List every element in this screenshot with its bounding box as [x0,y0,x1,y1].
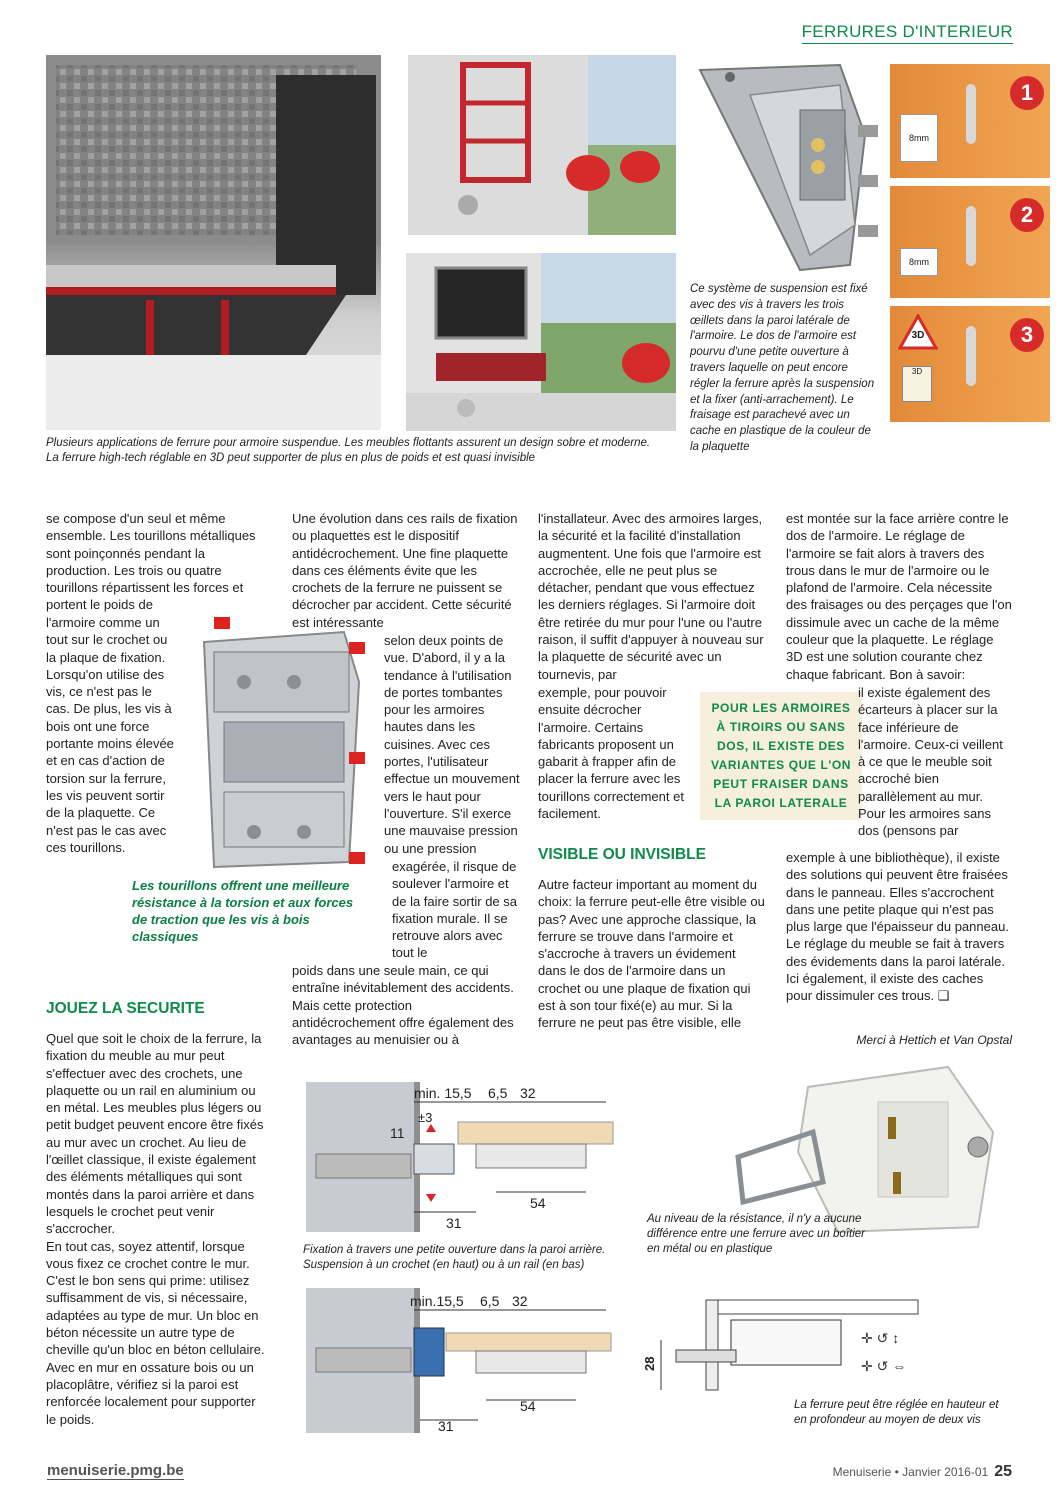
suspension-caption: Ce système de suspension est fixé avec des vis à travers les trois œillets dans la paroi latérale de l'armoire. Le dos de l'armoire est pourvu d'une petite ouverture à travers laquelle on peut encore régler la ferrure après la suspension et la fixer (anti-arrachement). Le fraisage est parachevé avec un cache en plastique de la couleur de la plaquette [690,283,875,453]
step-2-badge: 2 [1010,198,1044,232]
dim-32: 32 [520,1085,536,1101]
column-2-top: Une évolution dans ces rails de fixation ou plaquettes est le dispositif antidécrochement. Une fine plaquette dans ces éléments évite que les crochets de la ferrure ne puissent se décrocher par accident. Cette sécurité est intéressante [292,511,518,630]
photos-caption-line1: Plusieurs applications de ferrure pour armoire suspendue. Les meubles flottants assurent un design sobre et moderne. [46,437,651,449]
column-2-bottom: poids dans une seule main, ce qui entraîne inévitablement des accidents. Mais cette protection antidécrochement offre également des avantages au menuisier ou à [292,963,514,1048]
mm-gauge: 8mm [900,114,938,162]
fixation-caption-line2: Suspension à un crochet (en haut) ou à un rail (en bas) [303,1259,585,1271]
step-1-badge: 1 [1010,76,1044,110]
fixation-caption [303,1243,623,1273]
fixation-diagram-top [306,1082,616,1234]
column-3-top: l'installateur. Avec des armoires larges, la sécurité et la facilité d'installation augmentent. Une fois que l'armoire est accrochée, elle ne peut plus se détacher, pendant que vous effectuez les derniers réglages. Si l'armoire doit être retirée du mur pour l'une ou l'autre raison, il suffit d'appuyer à nouveau sur la plaquette de sécurité avec un tournevis, par [538,511,764,682]
plastic-fitting-photo [728,1062,1013,1237]
heading-securite: JOUEZ LA SECURITE [46,1000,205,1017]
dim-54: 54 [520,1398,536,1414]
column-4-bottom: exemple à une bibliothèque), il existe des solutions qui peuvent être fraisées dans le panneau. Elles s'accrochent dans une petite plaque qui n'est pas plus large que l'épaisseur du panneau. Le réglage du meuble se fait à travers des évidements dans la paroi latérale. Ici également, il existe des caches pour dissimuler ces trous. ❑ [786,850,1009,1004]
kitchen-photo [46,55,381,430]
dim-54: 54 [530,1195,546,1211]
dim-pm3: ±3 [418,1110,433,1125]
bracket-photo [690,55,882,277]
reglage-caption: La ferrure peut être réglée en hauteur et en profondeur au moyen de deux vis [794,1399,999,1426]
kitchen-illustration [46,55,381,430]
dim-31: 31 [446,1215,462,1231]
adjustment-steps [890,64,1050,422]
badge-3d: 3D [911,330,925,341]
footer-issue-text: Menuiserie • Janvier 2016-01 [832,1465,989,1479]
mm-gauge: 8mm [900,248,938,276]
fitting-strip [966,84,976,144]
shelf-illustration [408,55,676,235]
shelf-photo [408,55,676,235]
thanks-credit: Merci à Hettich et Van Opstal [856,1033,1012,1047]
dim-6-5: 6,5 [488,1085,508,1101]
dim-28: 28 [642,1356,657,1371]
step-3-panel [890,306,1050,422]
screw-symbol-top: ✛ ↺ ↕ [861,1330,900,1346]
heading-visible: VISIBLE OU INVISIBLE [538,846,706,863]
securite-text [46,1030,268,1428]
tourillon-illustration [184,612,374,877]
screw-symbol-bottom: ✛ ↺ ⇔ [861,1358,907,1374]
dim-6-5: 6,5 [480,1293,500,1309]
fixation-diagram-top-svg [306,1082,616,1234]
tourillon-bracket-photo [184,612,374,877]
fixation-diagram-bottom [306,1288,616,1433]
step-3-badge: 3 [1010,318,1044,352]
securite-paragraph-2: En tout cas, soyez attentif, lorsque vous fixez ce crochet contre le mur. C'est le bon sens qui prime: utilisez suffisamment de vis, si nécessaire, adaptées au type de mur. Un bloc en béton nécessite un autre type de cheville qu'un bloc en béton cellulaire. Avec en mur en ossature bois ou un placoplâtre, vérifiez si la paroi est renforcée localement pour supporter le poids. [46,1238,265,1427]
tourillons-caption: Les tourillons offrent une meilleure résistance à la torsion et aux forces de traction que les vis à bois classiques [132,878,354,944]
column-4-top: est montée sur la face arrière contre le dos de l'armoire. Le réglage de l'armoire se fait alors à travers des trous dans le mur de l'armoire ou le plafond de l'armoire. Cela nécessite des fraisages ou des perçages que l'on dissimule avec un cache de la même couleur que la plaquette. Le réglage 3D est une solution courante chez chaque fabricant. Bon à savoir: [786,511,1012,682]
dim-min: min. 15,5 [414,1085,472,1101]
badge-3d-small: 3D [902,366,932,402]
pull-quote: POUR LES ARMOIRES À TIROIRS OU SANS DOS, IL EXISTE DES VARIANTES QUE L'ON PEUT FRAISER DANS LA PAROI LATERALE [700,692,862,820]
step-2-panel [890,186,1050,298]
page-number: 25 [994,1463,1012,1480]
adjustment-diagram-svg [636,1295,1013,1395]
footer-site[interactable]: menuiserie.pmg.be [47,1462,184,1479]
bracket-illustration [690,55,882,277]
step-1-panel [890,64,1050,178]
fitting-strip [966,206,976,266]
photos-caption [46,436,676,466]
column-3-narrow: exemple, pour pouvoir ensuite décrocher l'armoire. Certains fabricants proposent un gabarit à frapper afin de placer la ferrure avec les tourillons correctement et facilement. [538,685,684,822]
tv-room-illustration [406,253,676,431]
plastic-fitting-illustration [728,1062,1013,1237]
visible-text: Autre facteur important au moment du choix: la ferrure peut-elle être visible ou pas? Avec une approche classique, la ferrure se trouve dans l'armoire et s'accroche à travers un évidement dans le dos de l'armoire dans un crochet ou une plaque de fixation qui est à son tour fixé(e) au mur. Si la ferrure ne peut pas être visible, elle [538,877,765,1031]
dim-31: 31 [438,1418,454,1433]
column-1-top: se compose d'un seul et même ensemble. Les tourillons métalliques sont poinçonnés pendant la production. Les trois ou quatre tourillons répartissent les forces et portent le poids de [46,511,256,613]
photos-caption-line2: La ferrure high-tech réglable en 3D peut supporter de plus en plus de poids et est quasi invisible [46,452,536,464]
fixation-diagram-bottom-svg [306,1288,616,1433]
adjustment-diagram [636,1295,1013,1395]
dim-11: 11 [390,1125,405,1141]
resistance-caption: Au niveau de la résistance, il n'y a aucune différence entre une ferrure avec un boîtier en métal ou en plastique [647,1213,865,1255]
fitting-strip [966,326,976,386]
column-4-narrow: il existe également des écarteurs à placer sur la face inférieure de l'armoire. Ceux-ci veillent à ce que le meuble soit accroché bien parallèlement au mur. Pour les armoires sans dos (pensons par [858,685,1003,839]
footer-issue [833,1463,1012,1481]
column-1-narrow: l'armoire comme un tout sur le crochet ou la plaque de fixation. Lorsqu'on utilise des vis, ce n'est pas le cas. De plus, les vis à bois ont une force portante moins élevée et en cas d'action de torsion sur la ferrure, les vis peuvent sortir de la plaquette. Ce n'est pas le cas avec ces tourillons. [46,615,174,855]
column-2-lower: exagérée, il risque de soulever l'armoire et de la faire sortir de sa fixation murale. Il se retrouve alors avec tout le [392,859,518,961]
fixation-caption-line1: Fixation à travers une petite ouverture dans la paroi arrière. [303,1244,606,1256]
securite-paragraph-1: Quel que soit le choix de la ferrure, la fixation du meuble au mur peut s'effectuer avec des crochets, une plaquette ou un rail en aluminium ou en métal. Les meubles plus légers ou petit budget peuvent encore être fixés au mur avec un crochet. Au lieu de l'œillet classique, il existe également des éléments métalliques qui sont montés dans la paroi arrière et dans lesquels le crochet peut venir s'accrocher. [46,1031,264,1237]
section-title: FERRURES D'INTERIEUR [802,22,1013,44]
column-2-middle: selon deux points de vue. D'abord, il y a la tendance à l'utilisation de portes tombantes pour les armoires hautes dans les cuisines. Avec ces portes, l'utilisateur effectue un mouvement vers le haut pour l'ouverture. S'il exerce une mauvaise pression ou une pression [384,633,520,856]
dim-min: min.15,5 [410,1293,464,1309]
tv-room-photo [406,253,676,431]
dim-32: 32 [512,1293,528,1309]
